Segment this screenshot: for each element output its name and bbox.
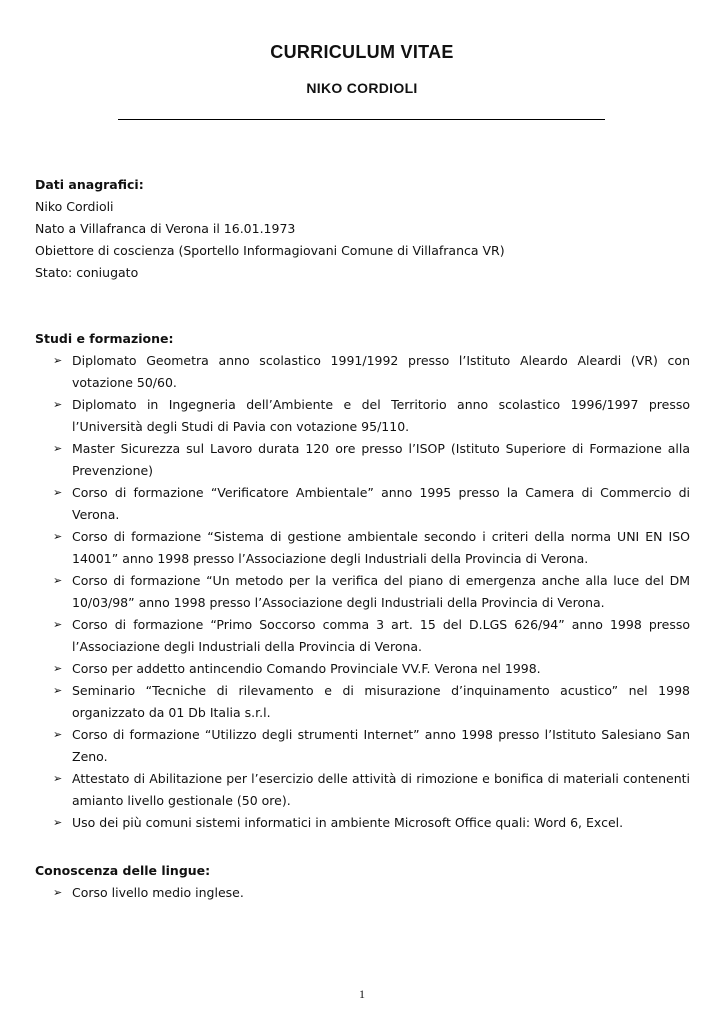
education-heading: Studi e formazione: xyxy=(35,331,174,346)
education-section xyxy=(35,328,690,834)
list-item-text: Corso livello medio inglese. xyxy=(72,885,244,900)
personal-line-name: Niko Cordioli xyxy=(35,199,114,214)
list-item-text: Corso di formazione “Verificatore Ambientale” anno 1995 presso la Camera di Commercio di Verona. xyxy=(72,485,690,522)
document-title: CURRICULUM VITAE xyxy=(270,42,454,62)
arrow-bullet-icon: ➢ xyxy=(53,728,63,741)
arrow-bullet-icon: ➢ xyxy=(53,662,63,675)
arrow-bullet-icon: ➢ xyxy=(53,886,63,899)
list-item xyxy=(35,614,690,658)
personal-line-service: Obiettore di coscienza (Sportello Informagiovani Comune di Villafranca VR) xyxy=(35,243,505,258)
list-item-text: Diplomato in Ingegneria dell’Ambiente e del Territorio anno scolastico 1996/1997 presso l’Università degli Studi di Pavia con votazione 95/110. xyxy=(72,397,690,434)
arrow-bullet-icon: ➢ xyxy=(53,684,63,697)
person-name: NIKO CORDIOLI xyxy=(306,80,418,96)
arrow-bullet-icon: ➢ xyxy=(53,354,63,367)
list-item-text: Corso di formazione “Primo Soccorso comma 3 art. 15 del D.LGS 626/94” anno 1998 presso l’Associazione degli Industriali della Provincia di Verona. xyxy=(72,617,690,654)
page-number: 1 xyxy=(359,987,365,1001)
list-item xyxy=(35,768,690,812)
languages-section xyxy=(35,860,690,904)
list-item-text: Corso di formazione “Utilizzo degli strumenti Internet” anno 1998 presso l’Istituto Salesiano San Zeno. xyxy=(72,727,690,764)
arrow-bullet-icon: ➢ xyxy=(53,486,63,499)
list-item-text: Diplomato Geometra anno scolastico 1991/1992 presso l’Istituto Aleardo Aleardi (VR) con votazione 50/60. xyxy=(72,353,690,390)
personal-data-section xyxy=(35,174,690,284)
list-item-text: Corso per addetto antincendio Comando Provinciale VV.F. Verona nel 1998. xyxy=(72,661,541,676)
list-item xyxy=(35,526,690,570)
personal-line-status: Stato: coniugato xyxy=(35,265,139,280)
list-item-text: Attestato di Abilitazione per l’esercizio delle attività di rimozione e bonifica di materiali contenenti amianto livello gestionale (50 ore). xyxy=(72,771,690,808)
list-item xyxy=(35,482,690,526)
list-item xyxy=(35,724,690,768)
arrow-bullet-icon: ➢ xyxy=(53,398,63,411)
personal-data-heading: Dati anagrafici: xyxy=(35,177,144,192)
education-list xyxy=(35,350,690,834)
personal-line-birth: Nato a Villafranca di Verona il 16.01.1973 xyxy=(35,221,296,236)
list-item-text: Corso di formazione “Un metodo per la verifica del piano di emergenza anche alla luce del DM 10/03/98” anno 1998 presso l’Associazione degli Industriali della Provincia di Verona. xyxy=(72,573,690,610)
list-item xyxy=(35,812,690,834)
list-item-text: Uso dei più comuni sistemi informatici in ambiente Microsoft Office quali: Word 6, Excel. xyxy=(72,815,624,830)
list-item xyxy=(35,680,690,724)
arrow-bullet-icon: ➢ xyxy=(53,816,63,829)
list-item xyxy=(35,882,690,904)
list-item xyxy=(35,438,690,482)
arrow-bullet-icon: ➢ xyxy=(53,574,63,587)
arrow-bullet-icon: ➢ xyxy=(53,442,63,455)
arrow-bullet-icon: ➢ xyxy=(53,530,63,543)
arrow-bullet-icon: ➢ xyxy=(53,618,63,631)
arrow-bullet-icon: ➢ xyxy=(53,772,63,785)
list-item xyxy=(35,570,690,614)
list-item xyxy=(35,658,690,680)
languages-list xyxy=(35,882,690,904)
list-item xyxy=(35,350,690,394)
languages-heading: Conoscenza delle lingue: xyxy=(35,863,211,878)
title-divider xyxy=(118,119,605,120)
list-item xyxy=(35,394,690,438)
list-item-text: Seminario “Tecniche di rilevamento e di misurazione d’inquinamento acustico” nel 1998 organizzato da 01 Db Italia s.r.l. xyxy=(72,683,690,720)
list-item-text: Corso di formazione “Sistema di gestione ambientale secondo i criteri della norma UNI EN ISO 14001” anno 1998 presso l’Associazione degli Industriali della Provincia di Verona. xyxy=(72,529,690,566)
list-item-text: Master Sicurezza sul Lavoro durata 120 ore presso l’ISOP (Istituto Superiore di Formazione alla Prevenzione) xyxy=(72,441,690,478)
